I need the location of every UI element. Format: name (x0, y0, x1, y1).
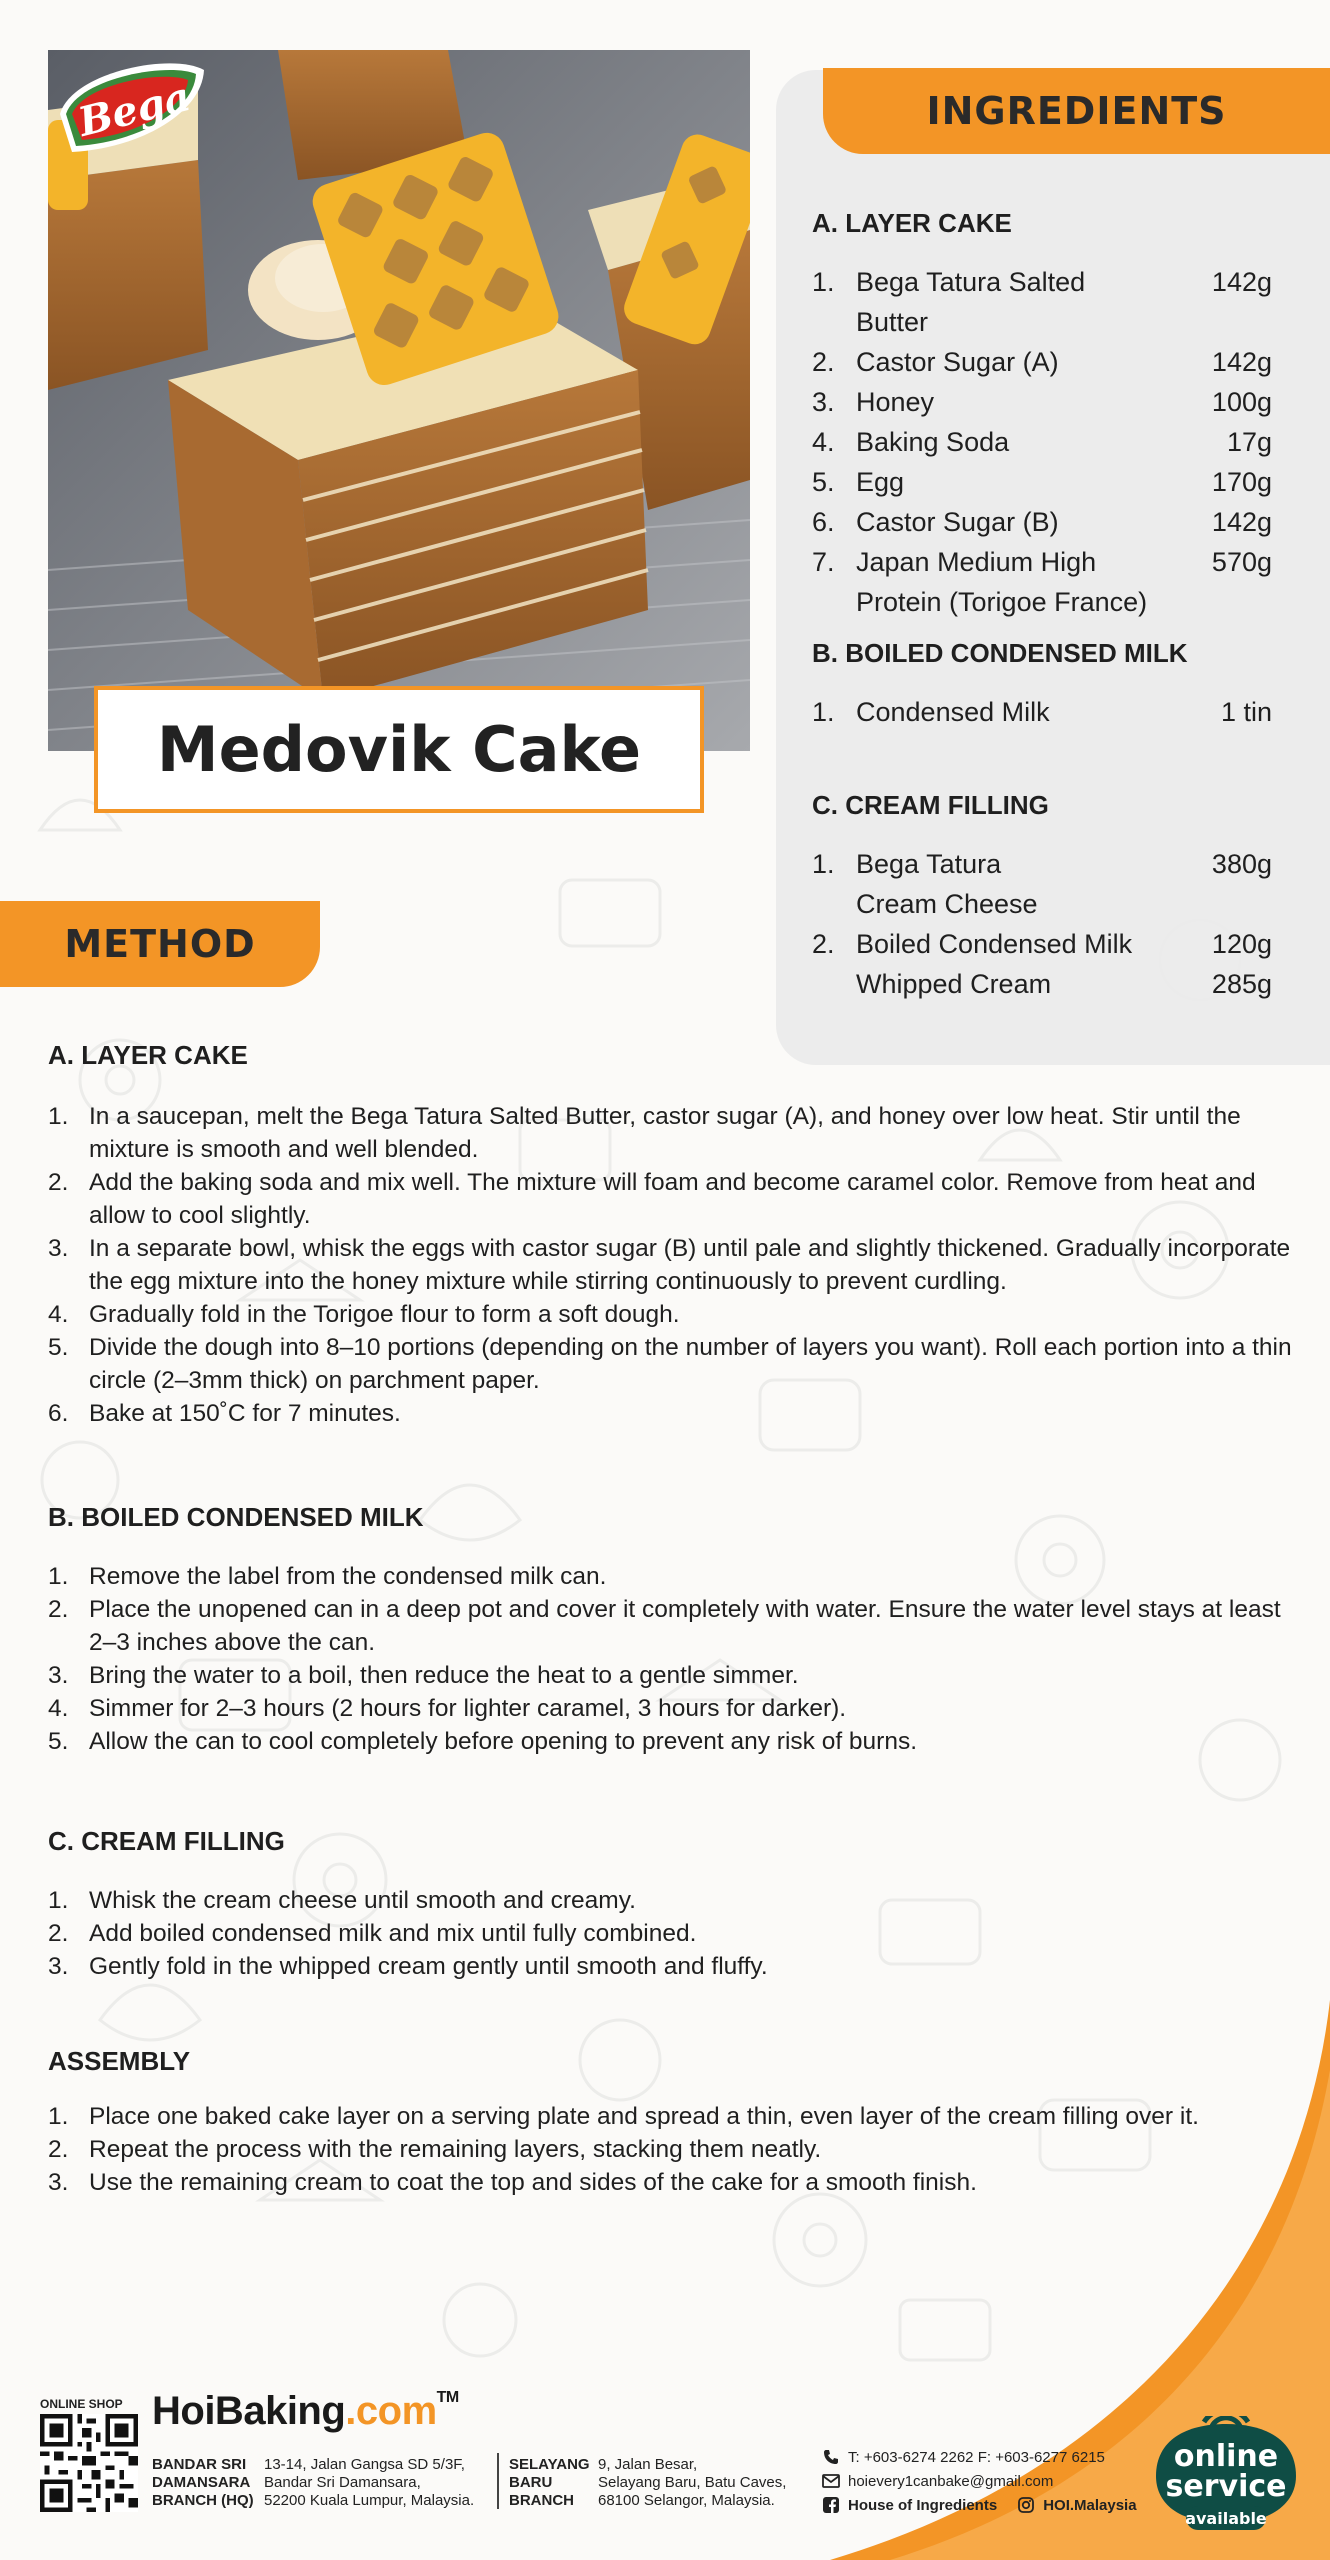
ingredient-item: 1. Condensed Milk 1 tin (812, 697, 1272, 727)
method-section-heading: A. LAYER CAKE (48, 1040, 248, 1070)
branch-selayang-label: SELAYANG BARU BRANCH (509, 2456, 590, 2509)
bega-logo (52, 52, 212, 167)
ingredients-list-layer-cake (812, 262, 1272, 622)
phone-icon (822, 2448, 840, 2466)
method-steps-condensed-milk (48, 1560, 1308, 1758)
method-step: 1. Place one baked cake layer on a serving plate and spread a thin, even layer of the cream filling over it. (48, 2103, 1199, 2130)
ingredient-item: 2. Castor Sugar (A) 142g (812, 347, 1272, 377)
ingredient-item: 1. Bega Tatura Cream Cheese 380g (812, 849, 1272, 919)
online-shop-label: ONLINE SHOP (40, 2397, 123, 2411)
badge-line2: service (1165, 2469, 1287, 2504)
ingredients-title: INGREDIENTS (926, 89, 1227, 133)
email-icon (822, 2472, 840, 2490)
recipe-title-box (94, 686, 704, 813)
ingredient-item: 6. Castor Sugar (B) 142g (812, 507, 1272, 537)
ingredient-item: 7. Japan Medium High Protein (Torigoe France) 570g (812, 547, 1272, 617)
facebook-link[interactable]: House of Ingredients (848, 2496, 998, 2514)
method-step: 5. Divide the dough into 8–10 portions (depending on the number of layers you want). Roll each portion into a thin circle (2–3mm thick) on parchment paper. (48, 1334, 1292, 1394)
instagram-icon (1017, 2496, 1035, 2514)
instagram-link[interactable]: HOI.Malaysia (1043, 2496, 1137, 2514)
badge-line3: available (1185, 2509, 1267, 2528)
method-section-heading: ASSEMBLY (48, 2046, 191, 2076)
method-tab (0, 901, 320, 987)
branch-hq-address: 13-14, Jalan Gangsa SD 5/3F, Bandar Sri Damansara, 52200 Kuala Lumpur, Malaysia. (264, 2456, 475, 2509)
online-service-badge[interactable] (1142, 2416, 1310, 2534)
method-step: 3. In a separate bowl, whisk the eggs with castor sugar (B) until pale and slightly thickened. Gradually incorporate the egg mixture into the honey mixture while stirring continuously to prevent curdling. (48, 1235, 1291, 1295)
ingredients-list-condensed-milk (812, 692, 1272, 732)
method-step: 2. Add boiled condensed milk and mix until fully combined. (48, 1920, 697, 1947)
ingredient-item: 4. Baking Soda 17g (812, 427, 1272, 457)
qr-code[interactable] (40, 2414, 138, 2512)
method-steps-layer-cake (48, 1100, 1308, 1430)
ingredient-item: 2. Boiled Condensed Milk 120g (812, 929, 1272, 959)
method-step: 4. Simmer for 2–3 hours (2 hours for lighter caramel, 3 hours for darker). (48, 1695, 847, 1722)
contact-phone: T: +603-6274 2262 F: +603-6277 6215 (822, 2448, 1105, 2466)
method-step: 4. Gradually fold in the Torigoe flour to form a soft dough. (48, 1301, 680, 1328)
badge-line1: online (1173, 2439, 1279, 2474)
ingredients-section-heading: C. CREAM FILLING (812, 790, 1049, 820)
ingredient-item: 1. Bega Tatura Salted Butter 142g (812, 267, 1272, 337)
branch-hq-label: BANDAR SRI DAMANSARA BRANCH (HQ) (152, 2456, 254, 2509)
ingredients-section-heading: B. BOILED CONDENSED MILK (812, 638, 1188, 668)
ingredients-list-cream-filling (812, 844, 1272, 1004)
method-step: 3. Use the remaining cream to coat the top and sides of the cake for a smooth finish. (48, 2169, 977, 2196)
contact-email[interactable]: hoievery1canbake@gmail.com (822, 2472, 1053, 2490)
method-title: METHOD (64, 922, 256, 966)
method-section-heading: C. CREAM FILLING (48, 1826, 285, 1856)
method-step: 2. Add the baking soda and mix well. The mixture will foam and become caramel color. Remove from heat and allow to cool slightly. (48, 1169, 1256, 1229)
method-step: 3. Bring the water to a boil, then reduce the heat to a gentle simmer. (48, 1662, 799, 1689)
method-step: 2. Place the unopened can in a deep pot and cover it completely with water. Ensure the water level stays at least 2–3 inches above the can. (48, 1596, 1281, 1656)
method-step: 1. Remove the label from the condensed milk can. (48, 1563, 607, 1590)
branch-selayang-address: 9, Jalan Besar, Selayang Baru, Batu Caves, 68100 Selangor, Malaysia. (598, 2456, 787, 2509)
branch-divider (497, 2453, 499, 2509)
method-step: 2. Repeat the process with the remaining layers, stacking them neatly. (48, 2136, 822, 2163)
facebook-icon (822, 2496, 840, 2514)
ingredients-section-heading: A. LAYER CAKE (812, 208, 1012, 238)
method-step: 1. In a saucepan, melt the Bega Tatura Salted Butter, castor sugar (A), and honey over low heat. Stir until the mixture is smooth and well blended. (48, 1103, 1241, 1163)
method-step: 6. Bake at 150˚C for 7 minutes. (48, 1400, 401, 1427)
ingredient-item: 3. Honey 100g (812, 387, 1272, 417)
method-step: 1. Whisk the cream cheese until smooth and creamy. (48, 1887, 636, 1914)
recipe-title: Medovik Cake (156, 713, 642, 786)
site-name[interactable]: HoiBaking.com™ (152, 2389, 459, 2433)
contact-social (822, 2496, 1137, 2514)
ingredient-item: Whipped Cream 285g (856, 969, 1272, 999)
method-step: 3. Gently fold in the whipped cream gently until smooth and fluffy. (48, 1953, 768, 1980)
svg-text:Bega: Bega (73, 72, 195, 146)
ingredient-item: 5. Egg 170g (812, 467, 1272, 497)
ingredients-tab (823, 68, 1330, 154)
method-step: 5. Allow the can to cool completely before opening to prevent any risk of burns. (48, 1728, 918, 1755)
method-steps-assembly (48, 2100, 1308, 2199)
method-section-heading: B. BOILED CONDENSED MILK (48, 1502, 424, 1532)
method-steps-cream-filling (48, 1884, 1308, 1983)
